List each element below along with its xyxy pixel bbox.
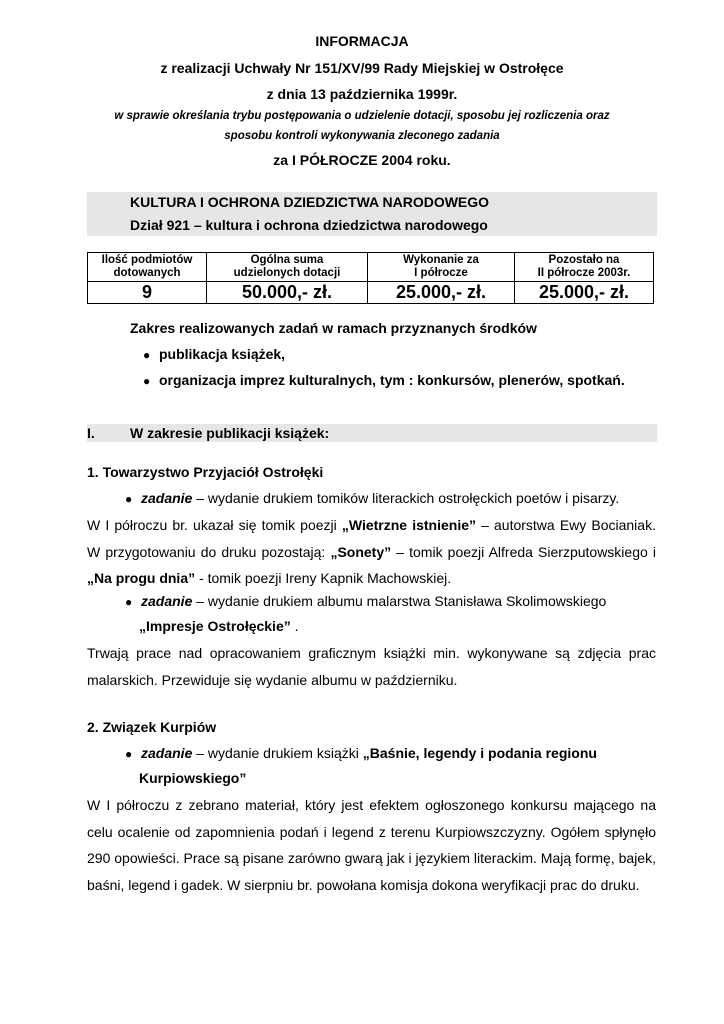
- table-header-cell: [207, 253, 368, 282]
- book-title: „Baśnie, legendy i podania regionu: [362, 745, 597, 761]
- task-text: – wydanie drukiem albumu malarstwa Stanisława Skolimowskiego: [192, 593, 607, 609]
- task-title-line: Kurpiowskiego”: [139, 770, 247, 786]
- book-title: „Sonety”: [330, 543, 392, 560]
- bullet-icon: ●: [125, 747, 133, 761]
- table-row: [88, 282, 654, 304]
- task-title-line: [139, 618, 299, 634]
- header-text: I półrocze: [414, 267, 468, 279]
- doc-resolution-line: z realizacji Uchwały Nr 151/XV/99 Rady Miejskiej w Ostrołęce: [160, 60, 564, 76]
- header-text: udzielonych dotacji: [233, 267, 341, 279]
- book-title: „Na progu dnia”: [87, 570, 196, 586]
- header-text: Ogólna suma: [250, 254, 324, 266]
- doc-title: INFORMACJA: [315, 33, 409, 49]
- task-label: zadanie: [141, 490, 193, 506]
- header-text: Pozostało na: [548, 254, 620, 266]
- task-text: – wydanie drukiem tomików literackich ostrołęckich poetów i pisarzy.: [192, 490, 620, 506]
- section-subheading: Dział 921 – kultura i ochrona dziedzictwa narodowego: [130, 217, 488, 233]
- table-header-cell: [368, 253, 515, 282]
- list-item: [143, 346, 285, 362]
- text-run: – tomik poezji Alfreda Sierzputowskiego i: [391, 543, 656, 560]
- list-item-text: publikacja książek,: [159, 346, 286, 362]
- text-run: – autorstwa Ewy Bocianiak. W przygotowaniu do druku pozostają:: [87, 517, 656, 560]
- book-title: „Wietrzne istnienie”: [341, 517, 476, 533]
- header-text: dotowanych: [113, 267, 181, 279]
- org1-paragraph-2: Trwają prace nad opracowaniem graficznym książki min. wykonywane są zdjęcia prac malarskich. Przewiduje się wydanie albumu w październiku.: [87, 645, 656, 688]
- table-cell: 25.000,- zł.: [515, 282, 654, 304]
- list-item: [125, 490, 619, 506]
- task-label: zadanie: [141, 745, 193, 761]
- org2-paragraph: W I półroczu z zebrano materiał, który jest efektem ogłoszonego konkursu mającego na celu ocalenie od zapomnienia podań i legend z terenu Kurpiowszczyzny. Ogółem spłynęło 290 opowieści. Prace są pisane zarówno gwarą jak i językiem literackim. Mają formę, bajek, baśni, legend i gadek. W sierpniu br. powołana komisja dokona weryfikacji prac do druku.: [87, 797, 656, 893]
- task-label: zadanie: [141, 593, 193, 609]
- album-title: „Impresje Ostrołęckie”: [139, 618, 291, 634]
- task-text: – wydanie drukiem książki: [192, 745, 363, 761]
- scope-intro: Zakres realizowanych zadań w ramach przyznanych środków: [130, 320, 537, 336]
- header-text: Wykonanie za: [403, 254, 479, 266]
- list-item: [125, 745, 657, 761]
- table-cell: 50.000,- zł.: [207, 282, 368, 304]
- grant-summary-table: [87, 252, 654, 304]
- header-text: II półrocze 2003r.: [537, 267, 631, 279]
- doc-date-line: z dnia 13 października 1999r.: [266, 86, 458, 102]
- bullet-icon: ●: [143, 348, 151, 362]
- bullet-icon: ●: [125, 595, 133, 609]
- org1-paragraph-1: [87, 512, 656, 592]
- section-header-culture: [87, 192, 657, 236]
- list-item: [125, 593, 657, 609]
- section-number: I.: [87, 425, 95, 441]
- text-run: - tomik poezji Ireny Kapnik Machowskiej.: [195, 570, 452, 586]
- table-header-cell: [515, 253, 654, 282]
- text-run: W I półroczu br. ukazał się tomik poezji: [87, 517, 342, 533]
- org2-title: 2. Związek Kurpiów: [87, 719, 217, 735]
- doc-subject-line-1: w sprawie określania trybu postępowania o udzielenie dotacji, sposobu jej rozliczenia oraz: [114, 110, 610, 122]
- section-heading: KULTURA I OCHRONA DZIEDZICTWA NARODOWEGO: [130, 194, 490, 210]
- table-cell: 9: [88, 282, 207, 304]
- table-header-cell: [88, 253, 207, 282]
- bullet-icon: ●: [143, 374, 151, 388]
- section-title: W zakresie publikacji książek:: [130, 425, 330, 441]
- list-item: [143, 372, 625, 388]
- bullet-icon: ●: [125, 492, 133, 506]
- doc-subject-line-2: sposobu kontroli wykonywania zleconego zadania: [224, 130, 500, 142]
- list-item-text: organizacja imprez kulturalnych, tym : konkursów, plenerów, spotkań.: [159, 372, 625, 388]
- section-header-I: [87, 424, 657, 442]
- doc-period-line: za I PÓŁROCZE 2004 roku.: [273, 152, 451, 168]
- text-run: .: [290, 618, 299, 634]
- org1-title: 1. Towarzystwo Przyjaciół Ostrołęki: [87, 464, 324, 480]
- table-cell: 25.000,- zł.: [368, 282, 515, 304]
- table-header-row: [88, 253, 654, 282]
- header-text: Ilość podmiotów: [101, 254, 193, 266]
